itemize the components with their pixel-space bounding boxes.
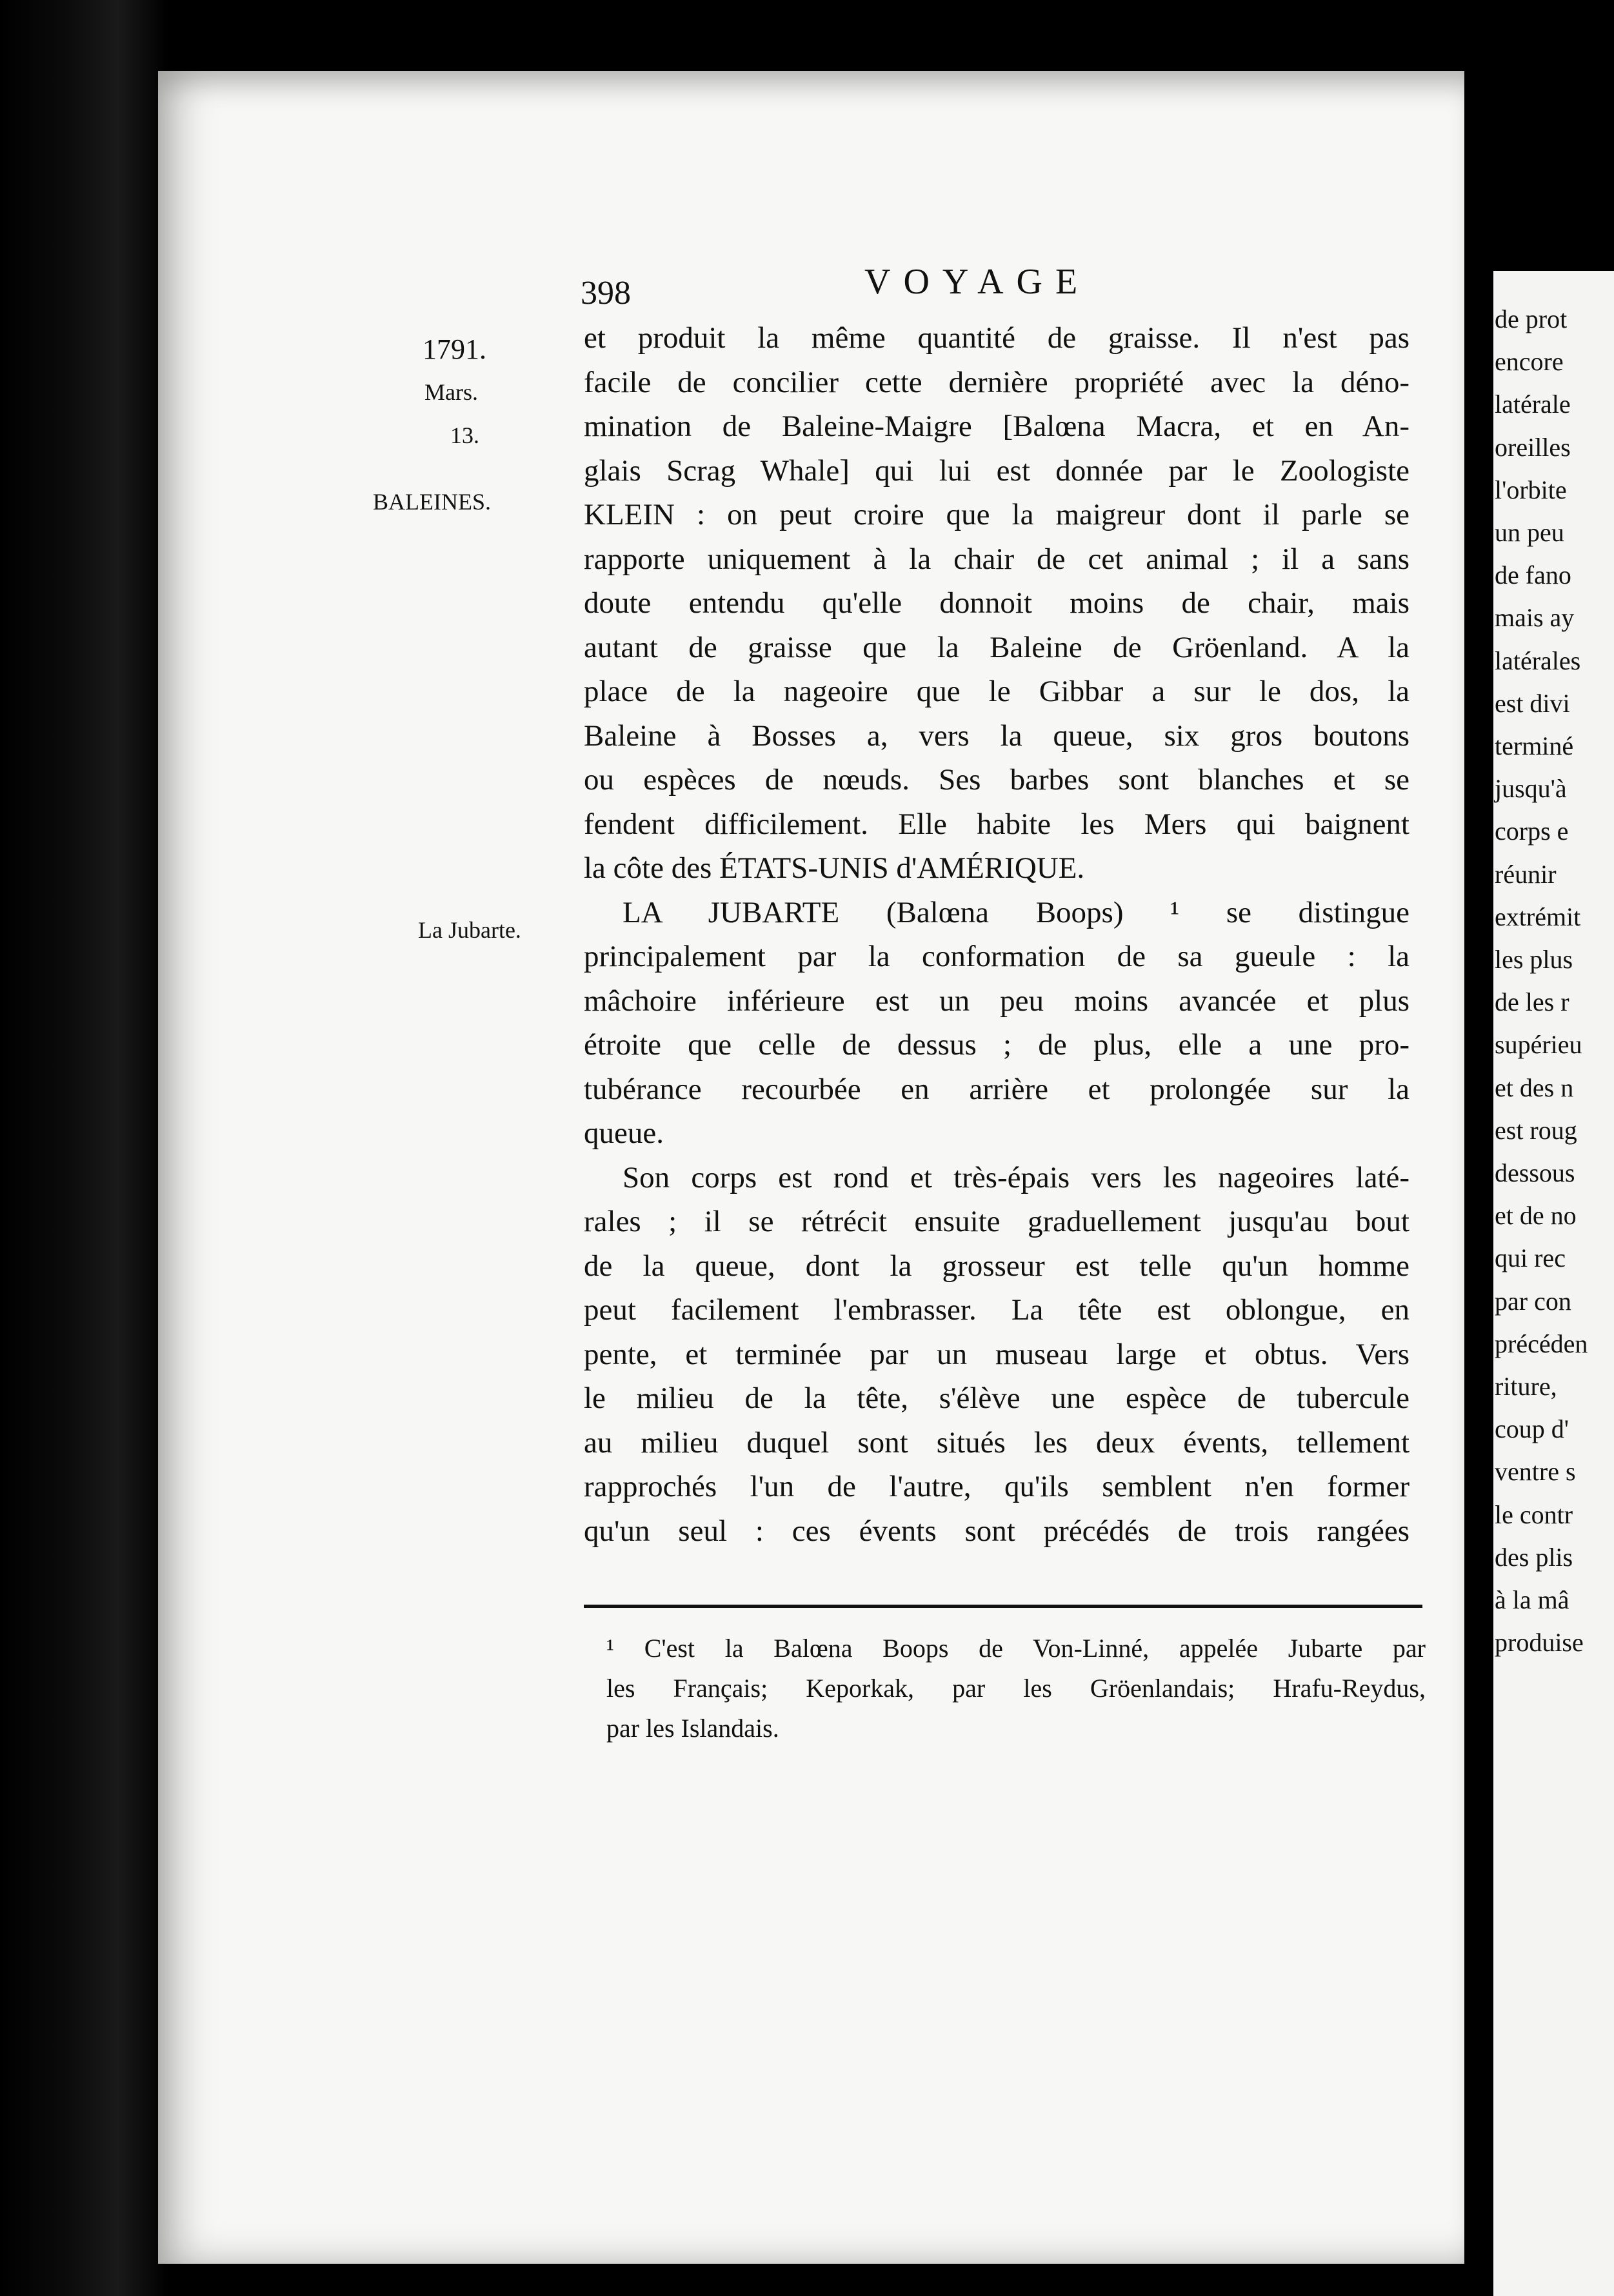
adjacent-page-line: qui rec [1495,1243,1566,1273]
footnote-rule [584,1605,1422,1608]
text-line: mâchoire inférieure est un peu moins avancée et plus [584,984,1410,1018]
adjacent-page-line: supérieu [1495,1030,1582,1060]
adjacent-page-line: produise [1495,1628,1584,1658]
adjacent-page-line: est divi [1495,688,1570,718]
text-line: doute entendu qu'elle donnoit moins de chair, mais [584,586,1410,620]
adjacent-page-fragment [1493,271,1614,2296]
margin-year: 1791. [423,333,486,365]
text-line: ou espèces de nœuds. Ses barbes sont blanches et se [584,763,1410,797]
adjacent-page-line: dessous [1495,1158,1575,1187]
margin-month: Mars. [424,379,478,405]
adjacent-page-line: l'orbite [1495,475,1567,504]
text-line: autant de graisse que la Baleine de Gröenland. A la [584,630,1410,664]
text-line: la côte des ÉTATS-UNIS d'AMÉRIQUE. [584,851,1085,885]
adjacent-page-line: de fano [1495,560,1571,590]
text-line: facile de concilier cette dernière propriété avec la déno- [584,365,1410,399]
text-line: le milieu de la tête, s'élève une espèce de tubercule [584,1381,1410,1415]
text-line: mination de Baleine-Maigre [Balœna Macra, et en An- [584,410,1410,443]
adjacent-page-line: latérales [1495,646,1581,675]
text-line: place de la nageoire que le Gibbar a sur le dos, la [584,675,1410,708]
text-line: et produit la même quantité de graisse. Il n'est pas [584,321,1410,355]
adjacent-page-line: par con [1495,1286,1571,1316]
adjacent-page-line: jusqu'à [1495,774,1567,804]
adjacent-page-line: et de no [1495,1201,1577,1231]
adjacent-page-line: et des n [1495,1073,1574,1102]
page-number: 398 [581,275,631,312]
text-line: LA JUBARTE (Balœna Boops) ¹ se distingue [623,895,1410,929]
text-line: KLEIN : on peut croire que la maigreur dont il parle se [584,498,1410,531]
text-line: Baleine à Bosses a, vers la queue, six gros boutons [584,718,1410,753]
adjacent-page-line: un peu [1495,518,1564,547]
text-line: au milieu duquel sont situés les deux évents, tellement [584,1425,1410,1460]
footnote-line: ¹ C'est la Balœna Boops de Von-Linné, appelée Jubarte par [606,1634,1426,1663]
adjacent-page-line: réunir [1495,859,1557,889]
text-line: qu'un seul : ces évents sont précédés de trois rangées [584,1514,1410,1548]
adjacent-page-line: extrémit [1495,902,1581,931]
adjacent-page-line: oreilles [1495,432,1571,462]
adjacent-page-line: est roug [1495,1115,1577,1145]
adjacent-page-line: les plus [1495,945,1573,974]
margin-day: 13. [450,422,479,448]
adjacent-page-line: de prot [1495,304,1568,333]
text-line: Son corps est rond et très-épais vers les nageoires laté- [623,1160,1410,1194]
adjacent-page-line: le contr [1495,1499,1573,1529]
adjacent-page-line: coup d' [1495,1414,1569,1444]
adjacent-page-line: mais ay [1495,603,1575,633]
adjacent-page-line: corps e [1495,816,1569,846]
text-line: tubérance recourbée en arrière et prolongée sur la [584,1072,1410,1106]
page-gutter [1464,64,1493,2296]
footnote-line: les Français; Keporkak, par les Gröenlandais; Hrafu-Reydus, [606,1674,1426,1703]
adjacent-page-line: précéden [1495,1329,1588,1358]
adjacent-page-line: encore [1495,347,1564,377]
main-text-block [584,316,1410,1553]
footnote-line: par les Islandais. [606,1714,779,1743]
text-line: étroite que celle de dessus ; de plus, elle a une pro- [584,1028,1410,1062]
text-line: rapporte uniquement à la chair de cet animal ; il a sans [584,542,1410,576]
text-line: peut facilement l'embrasser. La tête est oblongue, en [584,1293,1410,1327]
text-line: principalement par la conformation de sa gueule : la [584,940,1410,973]
text-line: de la queue, dont la grosseur est telle qu'un homme [584,1249,1410,1283]
book-binding-edge [0,0,168,2296]
adjacent-page-line: latérale [1495,390,1571,419]
adjacent-page-line: ventre s [1495,1457,1576,1487]
adjacent-page-line: riture, [1495,1372,1557,1401]
margin-topic-baleines: BALEINES. [373,489,491,515]
text-line: rapprochés l'un de l'autre, qu'ils semblent n'en former [584,1470,1410,1503]
text-line: pente, et terminée par un museau large et obtus. Vers [584,1337,1410,1371]
footnote [606,1628,1426,1748]
adjacent-page-line: terminé [1495,731,1574,760]
running-head: VOYAGE [864,262,1091,302]
adjacent-page-line: à la mâ [1495,1585,1569,1614]
text-line: fendent difficilement. Elle habite les Mers qui baignent [584,807,1410,841]
adjacent-page-line: de les r [1495,987,1569,1017]
text-line: rales ; il se rétrécit ensuite graduellement jusqu'au bout [584,1205,1410,1238]
text-line: queue. [584,1116,664,1150]
adjacent-page-line: des plis [1495,1542,1573,1572]
text-line: glais Scrag Whale] qui lui est donnée par le Zoologiste [584,453,1410,488]
margin-topic-jubarte: La Jubarte. [418,917,521,943]
